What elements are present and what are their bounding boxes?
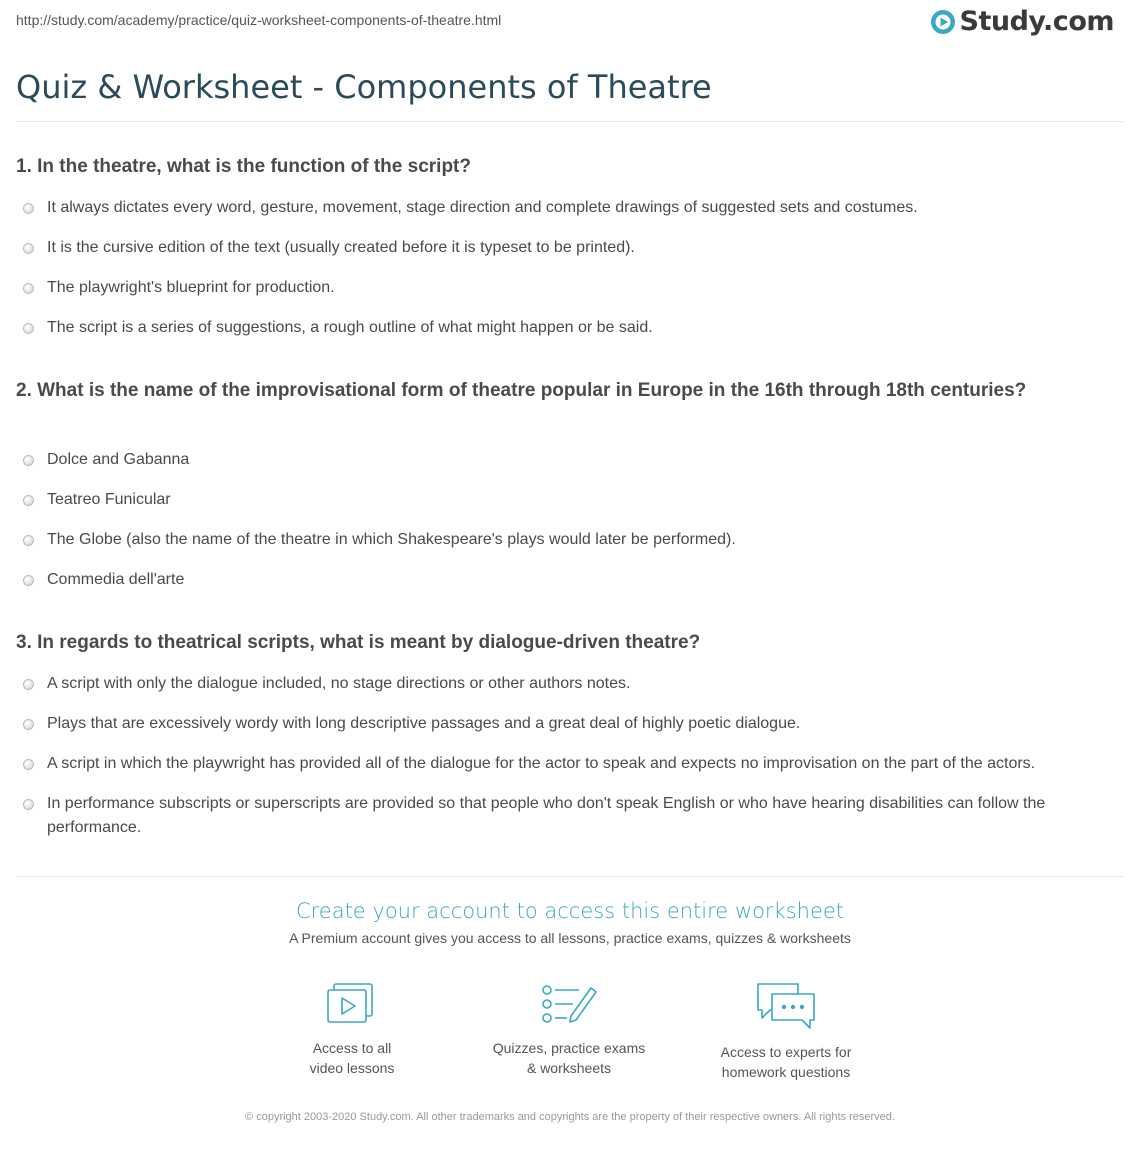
radio-button[interactable] bbox=[23, 679, 34, 690]
radio-button[interactable] bbox=[23, 759, 34, 770]
feature-label-line: & worksheets bbox=[526, 1060, 612, 1076]
page-url: http://study.com/academy/practice/quiz-worksheet-components-of-theatre.html bbox=[16, 12, 502, 28]
answer-option[interactable] bbox=[47, 792, 1120, 840]
radio-button[interactable] bbox=[23, 575, 34, 586]
answer-option[interactable] bbox=[47, 276, 1120, 300]
question-1: 1. In the theatre, what is the function of the script? bbox=[16, 156, 471, 177]
answer-option[interactable] bbox=[47, 196, 1120, 220]
answer-option[interactable] bbox=[47, 316, 1120, 340]
answer-text: Dolce and Gabanna bbox=[47, 451, 190, 468]
answer-text: Plays that are excessively wordy with long descriptive passages and a great deal of highly poetic dialogue. bbox=[47, 715, 801, 732]
logo-text: Study.com bbox=[959, 6, 1114, 37]
answer-text: It is the cursive edition of the text (usually created before it is typeset to be printed). bbox=[47, 239, 635, 256]
feature-label-line: Access to all bbox=[312, 1040, 392, 1056]
question-3: 3. In regards to theatrical scripts, what is meant by dialogue-driven theatre? bbox=[16, 632, 701, 653]
radio-button[interactable] bbox=[23, 799, 34, 810]
radio-button[interactable] bbox=[23, 243, 34, 254]
answer-text: Commedia dell'arte bbox=[47, 571, 185, 588]
answer-option[interactable] bbox=[47, 752, 1120, 776]
radio-button[interactable] bbox=[23, 203, 34, 214]
radio-button[interactable] bbox=[23, 283, 34, 294]
answer-text: A script with only the dialogue included, no stage directions or other authors notes. bbox=[47, 675, 631, 692]
chat-bubbles-icon bbox=[754, 980, 818, 1032]
feature-label-line: video lessons bbox=[309, 1060, 395, 1076]
copyright-footer: © copyright 2003-2020 Study.com. All other trademarks and copyrights are the property of their respective owners. All rights reserved. bbox=[245, 1111, 895, 1123]
answer-text: The script is a series of suggestions, a rough outline of what might happen or be said. bbox=[47, 319, 653, 336]
radio-button[interactable] bbox=[23, 719, 34, 730]
radio-button[interactable] bbox=[23, 323, 34, 334]
play-circle-icon bbox=[930, 9, 956, 35]
answer-text: The Globe (also the name of the theatre in which Shakespeare's plays would later be performed). bbox=[47, 531, 736, 548]
cta-title-link[interactable]: Create your account to access this entire worksheet bbox=[295, 899, 845, 923]
answer-text: A script in which the playwright has provided all of the dialogue for the actor to speak and expects no improvisation on the part of the actors. bbox=[47, 755, 1036, 772]
answer-option[interactable] bbox=[47, 712, 1120, 736]
radio-button[interactable] bbox=[23, 455, 34, 466]
answer-option[interactable] bbox=[47, 568, 1120, 592]
answer-option[interactable] bbox=[47, 236, 1120, 260]
answer-option[interactable] bbox=[47, 448, 1120, 472]
feature-quizzes bbox=[484, 980, 654, 1078]
answer-option[interactable] bbox=[47, 672, 1120, 696]
answer-option[interactable] bbox=[47, 528, 1120, 552]
page-title: Quiz & Worksheet - Components of Theatre bbox=[16, 68, 712, 106]
title-divider bbox=[16, 121, 1124, 122]
cta-subtitle: A Premium account gives you access to all lessons, practice exams, quizzes & worksheets bbox=[289, 930, 851, 946]
answer-text: The playwright's blueprint for production. bbox=[47, 279, 335, 296]
answer-text: It always dictates every word, gesture, movement, stage direction and complete drawings of suggested sets and costumes. bbox=[47, 199, 918, 216]
feature-label-line: homework questions bbox=[721, 1064, 851, 1080]
checklist-pencil-icon bbox=[539, 980, 599, 1028]
feature-label-line: Access to experts for bbox=[720, 1044, 852, 1060]
feature-experts bbox=[701, 980, 871, 1082]
section-divider bbox=[16, 876, 1124, 877]
radio-button[interactable] bbox=[23, 495, 34, 506]
feature-label-line: Quizzes, practice exams bbox=[492, 1040, 646, 1056]
answer-option[interactable] bbox=[47, 488, 1120, 512]
radio-button[interactable] bbox=[23, 535, 34, 546]
question-2: 2. What is the name of the improvisational form of theatre popular in Europe in the 16th through 18th centuries? bbox=[16, 380, 1027, 401]
video-lesson-icon bbox=[324, 980, 380, 1028]
answer-text: In performance subscripts or superscripts are provided so that people who don't speak English or who have hearing disabilities can follow the performance. bbox=[47, 795, 1046, 836]
study-logo[interactable] bbox=[930, 6, 1114, 37]
answer-text: Teatreo Funicular bbox=[47, 491, 171, 508]
feature-video-lessons bbox=[267, 980, 437, 1078]
